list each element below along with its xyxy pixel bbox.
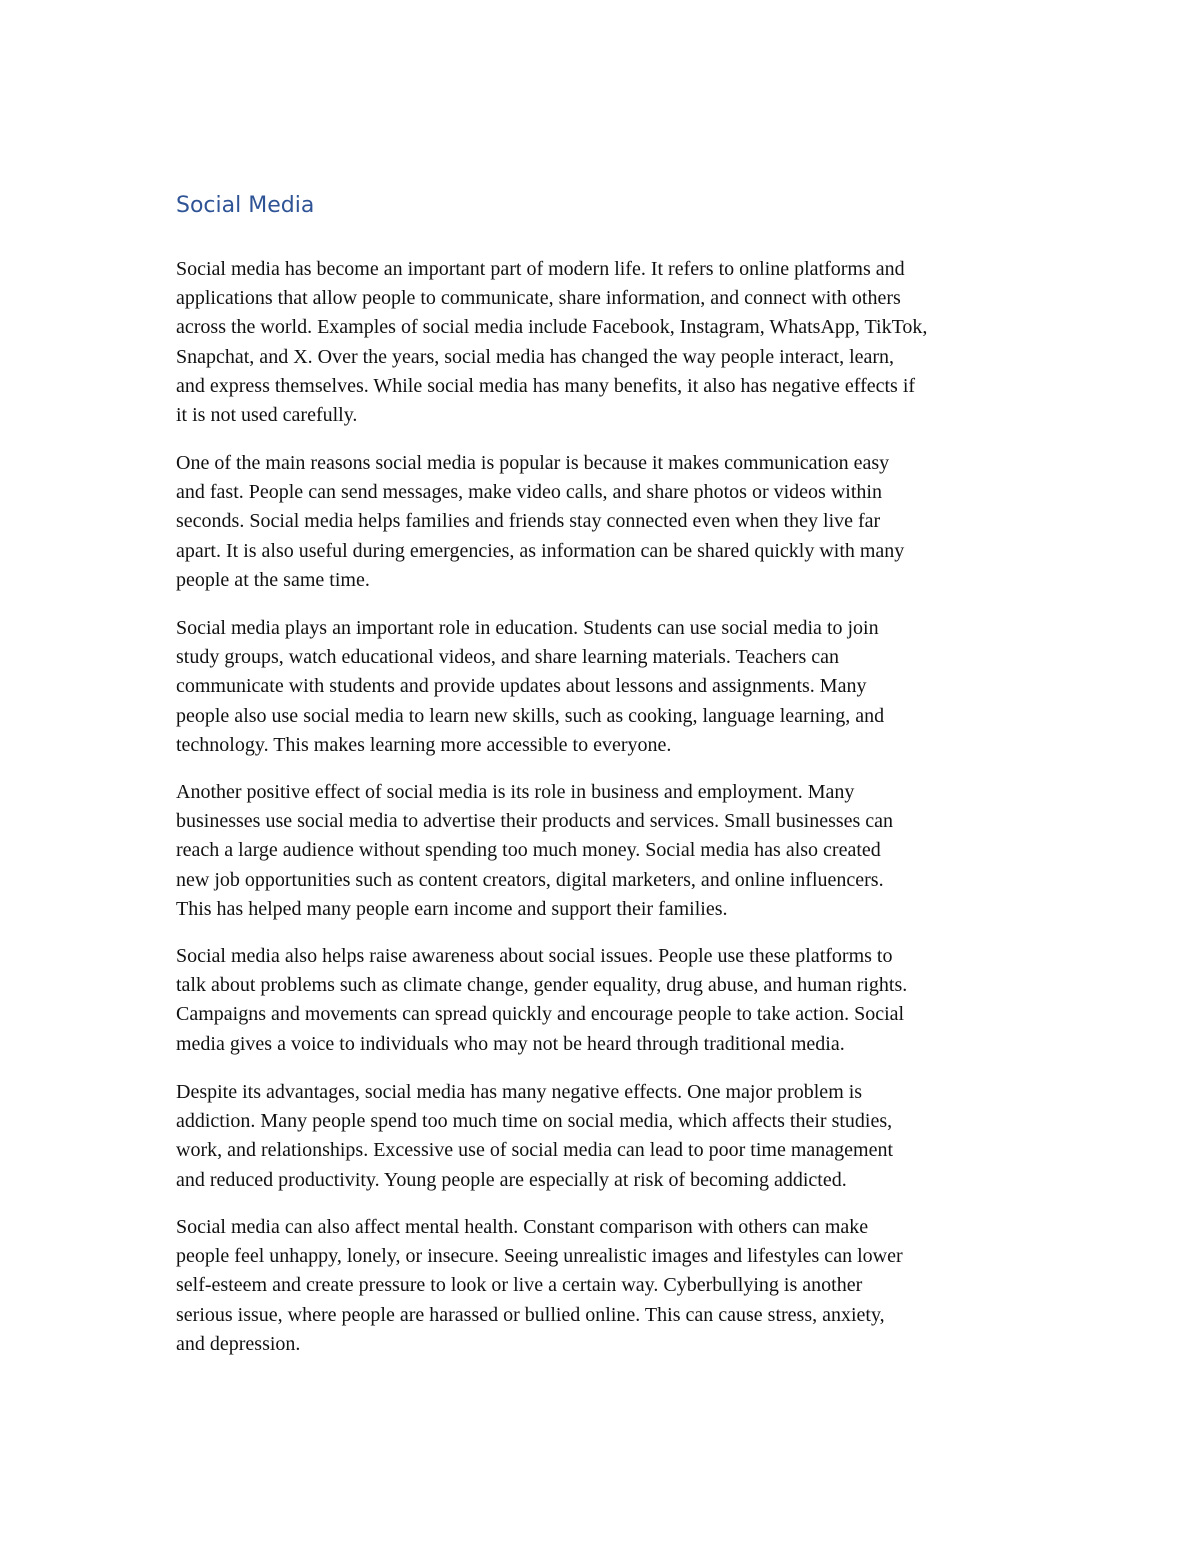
text-line: people at the same time. [176, 568, 370, 591]
text-line: Despite its advantages, social media has many negative effects. One major problem is [176, 1081, 863, 1103]
text-line: self-esteem and create pressure to look or live a certain way. Cyberbullying is another [176, 1274, 863, 1297]
text-line: applications that allow people to communicate, share information, and connect with others [176, 287, 901, 310]
text-line: This has helped many people earn income and support their families. [176, 897, 728, 920]
paragraph-addiction [176, 1078, 1036, 1195]
paragraph-mental-health [176, 1213, 1036, 1359]
paragraph-intro [176, 255, 1036, 430]
text-line: Snapchat, and X. Over the years, social media has changed the way people interact, learn, [176, 345, 895, 368]
paragraph-business [176, 778, 1036, 924]
text-line: people also use social media to learn new skills, such as cooking, language learning, and [176, 704, 885, 727]
text-line: apart. It is also useful during emergencies, as information can be shared quickly with many [176, 539, 905, 562]
document-title: Social Media [176, 193, 315, 218]
text-line: new job opportunities such as content creators, digital marketers, and online influencers. [176, 868, 884, 891]
text-line: media gives a voice to individuals who may not be heard through traditional media. [176, 1032, 845, 1055]
text-line: across the world. Examples of social media include Facebook, Instagram, WhatsApp, TikTok, [176, 316, 928, 339]
text-line: it is not used carefully. [176, 403, 358, 426]
text-line: communicate with students and provide updates about lessons and assignments. Many [176, 675, 867, 698]
text-line: Social media also helps raise awareness about social issues. People use these platforms to [176, 945, 893, 967]
text-line: work, and relationships. Excessive use of social media can lead to poor time management [176, 1139, 894, 1162]
text-line: and reduced productivity. Young people are especially at risk of becoming addicted. [176, 1168, 847, 1191]
text-line: study groups, watch educational videos, and share learning materials. Teachers can [176, 646, 839, 669]
text-line: technology. This makes learning more accessible to everyone. [176, 733, 672, 756]
text-line: seconds. Social media helps families and friends stay connected even when they live far [176, 510, 881, 533]
text-line: businesses use social media to advertise their products and services. Small businesses can [176, 810, 894, 833]
text-line: Social media has become an important part of modern life. It refers to online platforms and [176, 258, 905, 280]
text-line: Social media plays an important role in education. Students can use social media to join [176, 617, 879, 639]
text-line: talk about problems such as climate change, gender equality, drug abuse, and human rights. [176, 974, 908, 997]
text-line: Another positive effect of social media is its role in business and employment. Many [176, 781, 855, 803]
text-line: people feel unhappy, lonely, or insecure. Seeing unrealistic images and lifestyles can lower [176, 1245, 903, 1268]
paragraph-communication [176, 449, 1036, 595]
text-line: serious issue, where people are harassed or bullied online. This can cause stress, anxiety, [176, 1303, 885, 1326]
text-line: reach a large audience without spending too much money. Social media has also created [176, 839, 881, 862]
text-line: One of the main reasons social media is popular is because it makes communication easy [176, 452, 890, 474]
text-line: Campaigns and movements can spread quickly and encourage people to take action. Social [176, 1003, 905, 1026]
paragraph-awareness [176, 942, 1036, 1059]
paragraph-education [176, 614, 1036, 760]
text-line: Social media can also affect mental health. Constant comparison with others can make [176, 1216, 869, 1238]
text-line: and depression. [176, 1332, 301, 1355]
text-line: addiction. Many people spend too much time on social media, which affects their studies, [176, 1110, 893, 1133]
text-line: and fast. People can send messages, make video calls, and share photos or videos within [176, 481, 882, 504]
text-line: and express themselves. While social media has many benefits, it also has negative effects if [176, 374, 916, 397]
